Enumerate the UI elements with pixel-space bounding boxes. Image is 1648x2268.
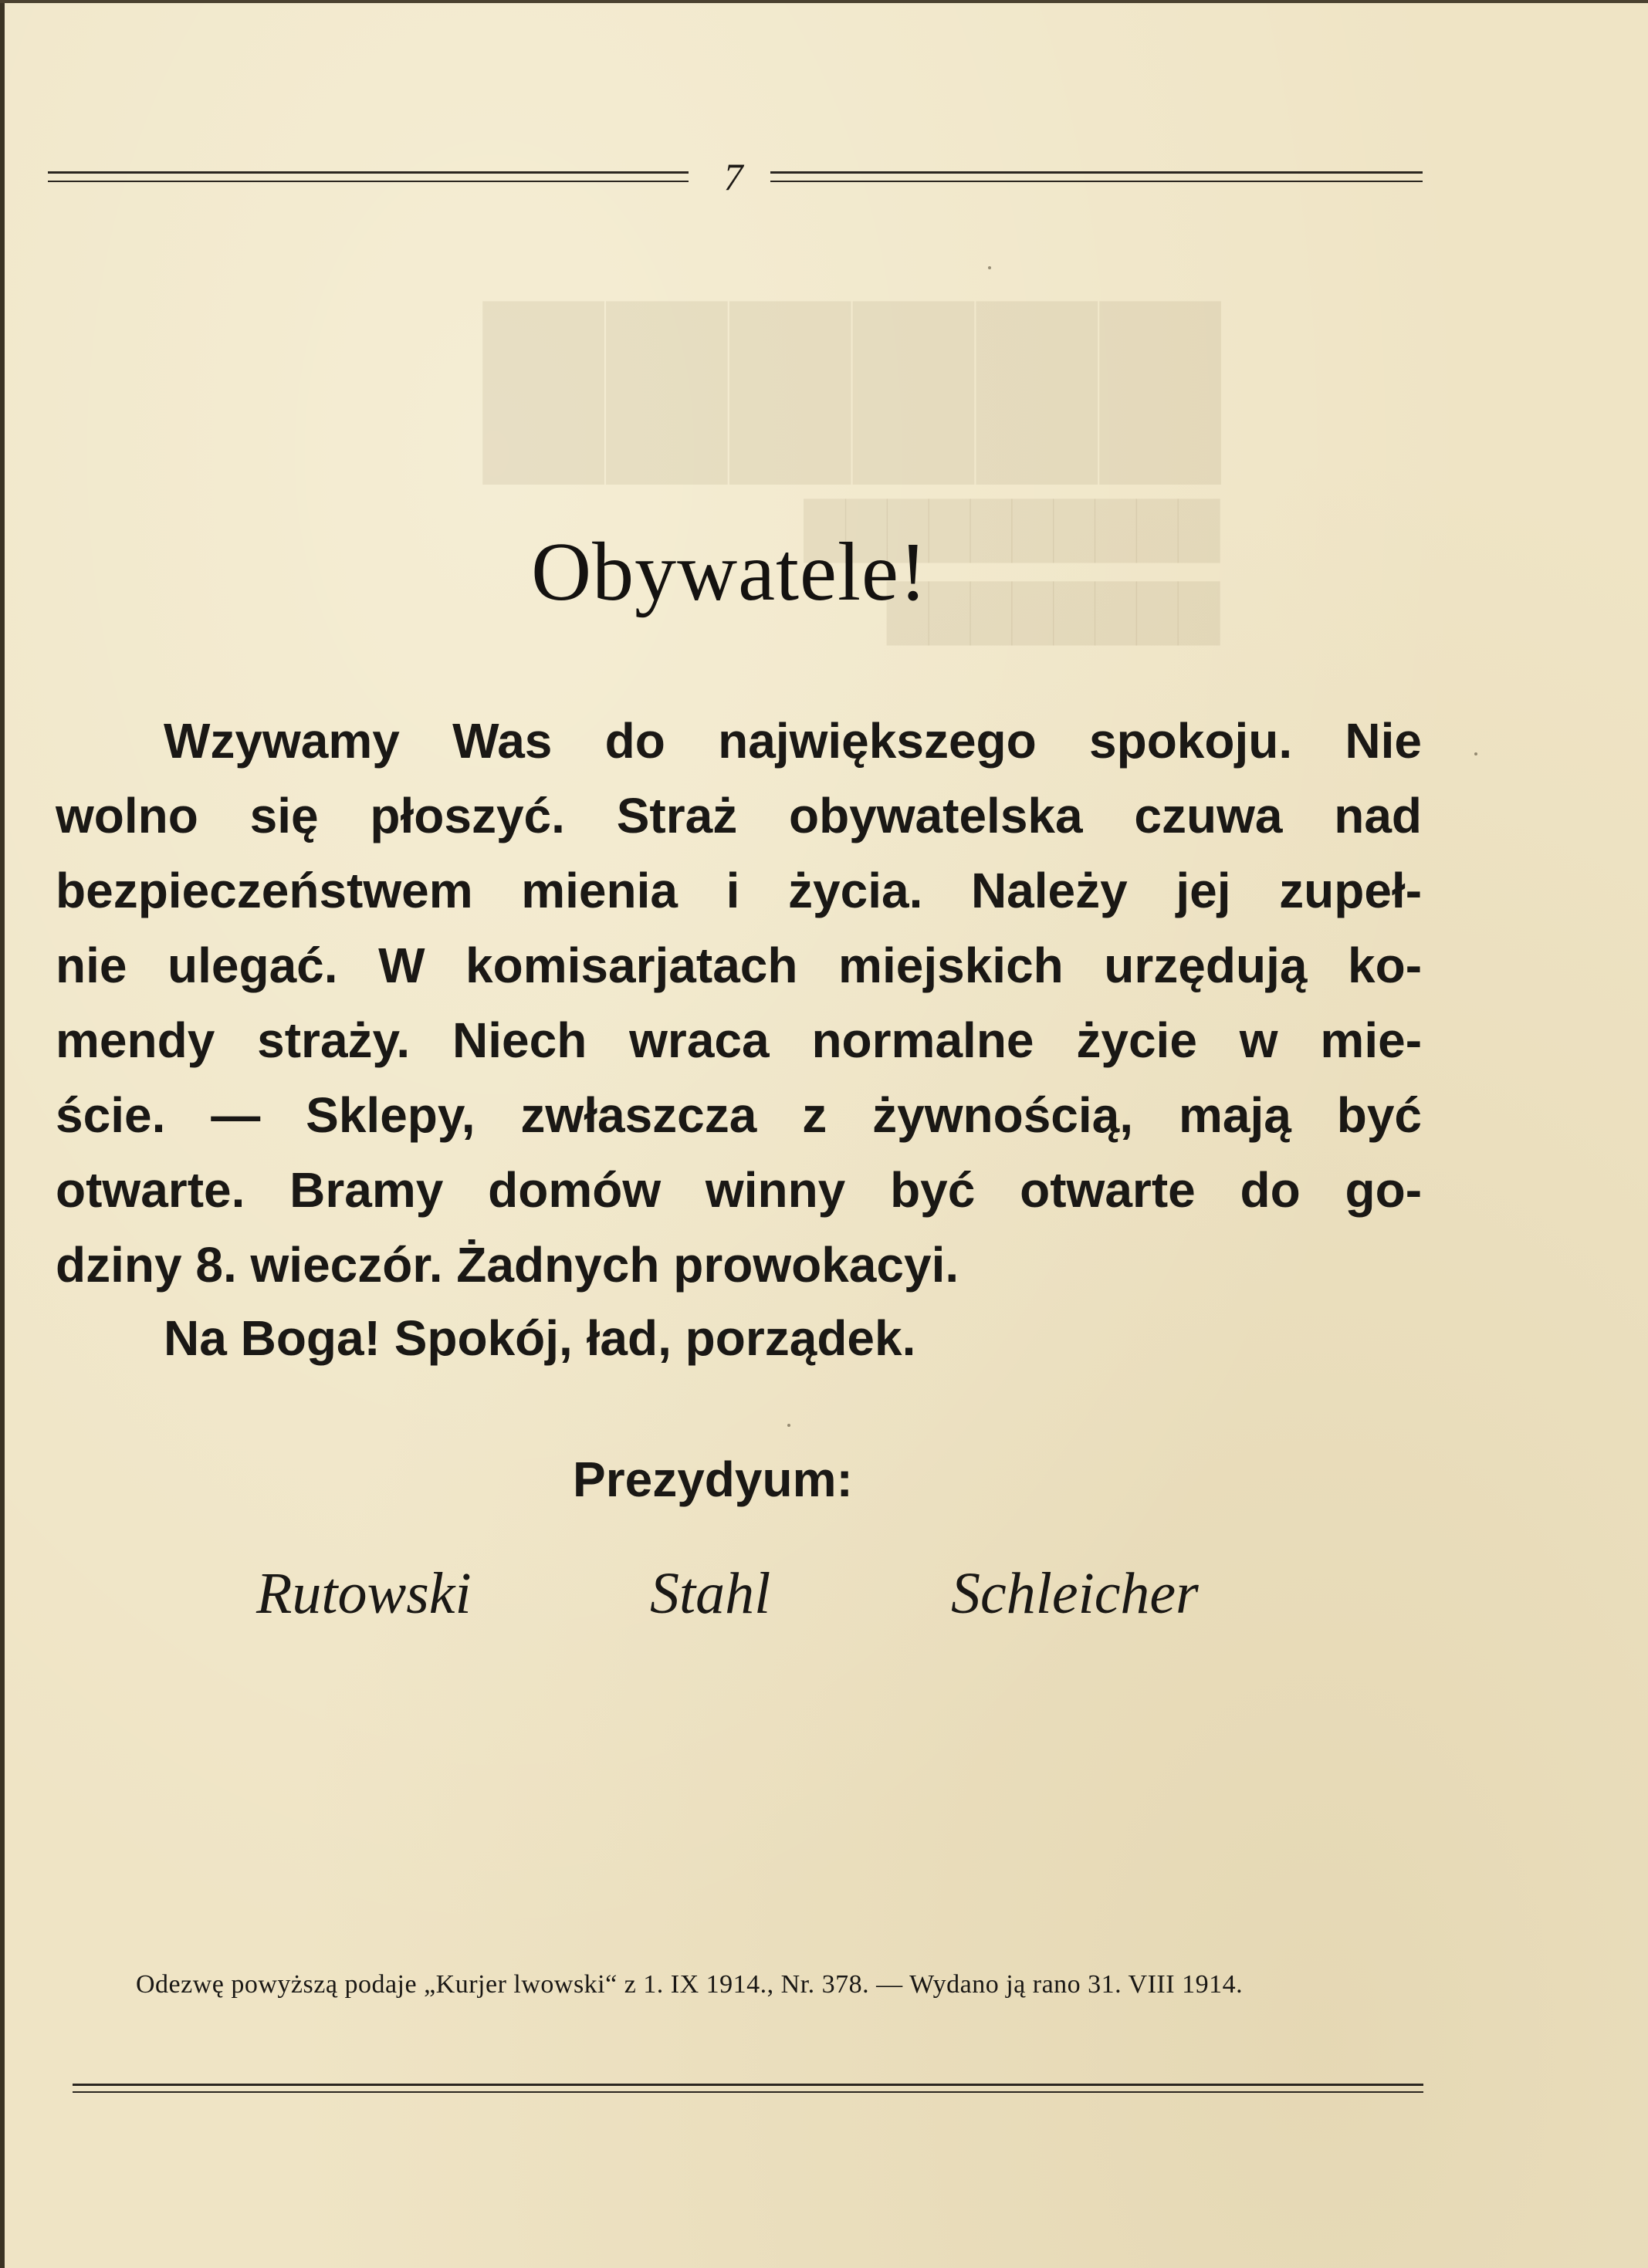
header-rule-right <box>770 171 1423 182</box>
body-line: wolno się płoszyć. Straż obywatelska czuwa nad <box>56 788 1422 843</box>
paper-speck <box>787 1424 790 1427</box>
signature-schleicher: Schleicher <box>951 1561 1199 1626</box>
signature-rutowski: Rutowski <box>256 1561 472 1626</box>
reverse-side-bleed-through: ██████ ██████████ ████████ <box>479 303 1220 645</box>
body-line: bezpieczeństwem mienia i życia. Należy jej zupeł- <box>56 863 1422 918</box>
body-line: dziny 8. wieczór. Żadnych prowokacyi. <box>56 1237 959 1293</box>
body-line: nie ulegać. W komisarjatach miejskich urzędują ko- <box>56 938 1422 993</box>
paper-speck <box>988 266 991 269</box>
body-line: otwarte. Bramy domów winny być otwarte do go- <box>56 1162 1422 1218</box>
body-line: mendy straży. Niech wraca normalne życie w mie- <box>56 1012 1422 1068</box>
signature-stahl: Stahl <box>650 1561 771 1626</box>
source-footnote: Odezwę powyższą podaje „Kurjer lwowski“ z 1. IX 1914., Nr. 378. — Wydano ją rano 31. VIII 1914. <box>136 1970 1244 1999</box>
page-number: 7 <box>723 155 743 198</box>
proclamation-body <box>56 704 1422 1303</box>
footer-rule <box>73 2084 1423 2093</box>
page-title: Obywatele! <box>531 526 928 618</box>
page-binding-edge <box>0 0 5 2268</box>
closing-appeal: Na Boga! Spokój, ład, porządek. <box>164 1310 916 1366</box>
paper-speck <box>1474 752 1477 755</box>
body-line: ście. — Sklepy, zwłaszcza z żywnością, mają być <box>56 1087 1422 1143</box>
body-line: Wzywamy Was do największego spokoju. Nie <box>164 713 1422 769</box>
header-rule-left <box>48 171 689 182</box>
page-top-edge <box>0 0 1648 3</box>
presidium-label: Prezydyum: <box>573 1452 853 1507</box>
